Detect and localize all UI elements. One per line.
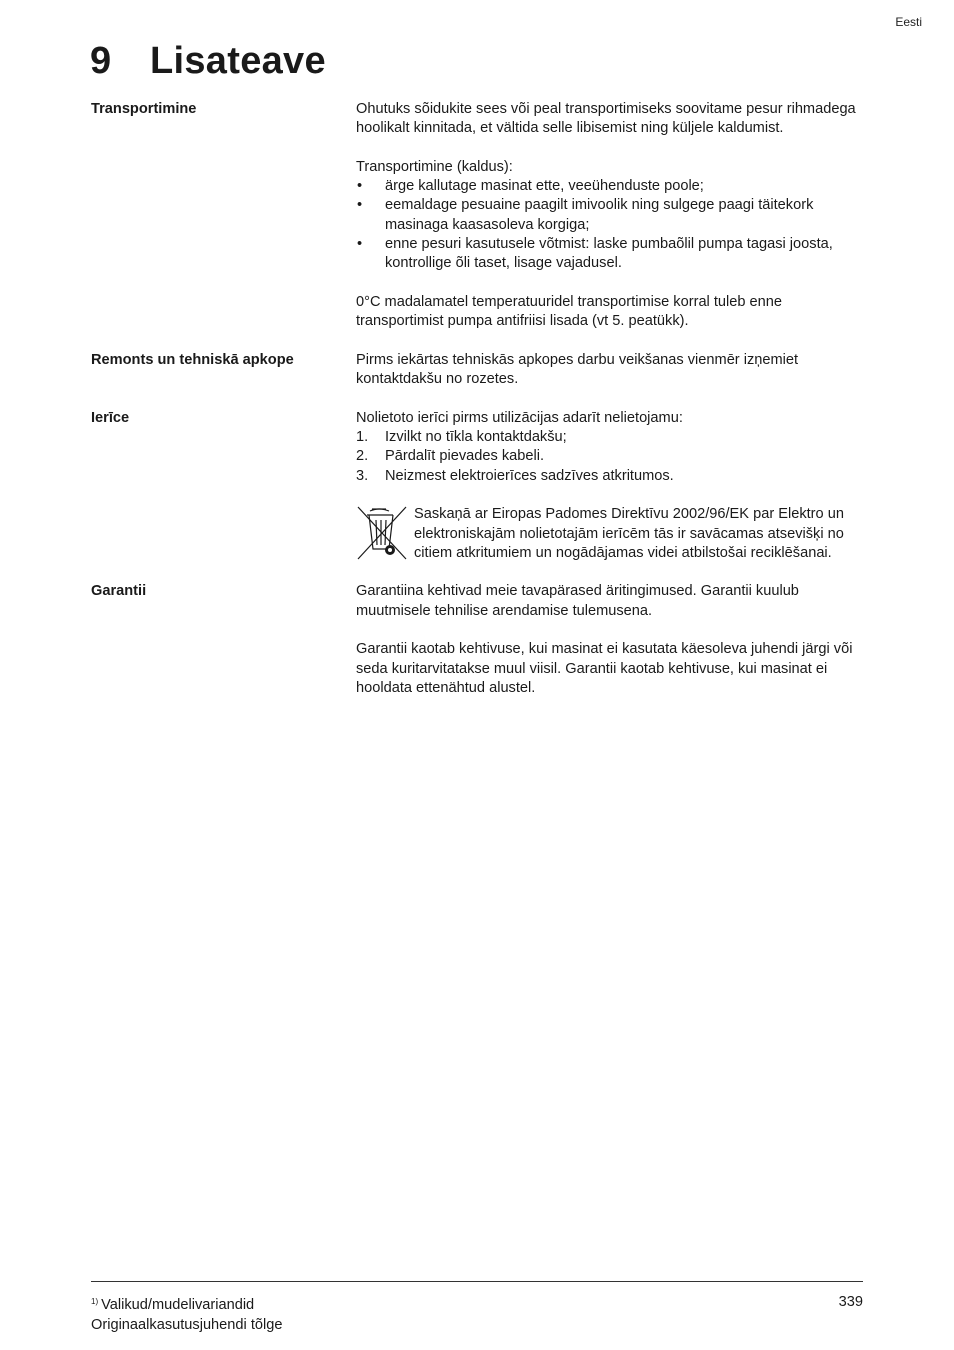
section-body-repair — [356, 351, 863, 390]
step-number: 1. — [356, 429, 369, 446]
section-body-warranty — [356, 582, 863, 698]
section-repair — [91, 351, 863, 390]
footer-divider — [91, 1281, 863, 1282]
bullet-mark: • — [357, 178, 363, 195]
section-body-device — [356, 409, 863, 563]
warranty-text-2: Garantii kaotab kehtivuse, kui masinat ei kasutata käesoleva juhendi järgi või seda kuritarvitatakse muul viisil. Garantii kaotab kehtivuse, kui masinat ei hooldata ettenähtud alustel. — [356, 641, 853, 696]
transport-tilt-heading: Transportimine (kaldus): — [356, 158, 513, 175]
chapter-title — [90, 40, 326, 83]
bullet-text: eemaldage pesuaine paagilt imivoolik ning sulgege paagi täitekork masinaga kaasasoleva korgiga; — [385, 197, 814, 233]
section-label-transport: Transportimine — [91, 101, 197, 117]
weee-text: Saskaņā ar Eiropas Padomes Direktīvu 2002/96/EK par Elektro un elektroniskajām nolietotajām ierīcēm tās ir savācamas atsevišķi no citiem atkritumiem un nogādājamas videi atbilstošai reciklēšanai. — [414, 506, 844, 561]
device-intro: Nolietoto ierīci pirms utilizācijas adarīt nelietojamu: — [356, 409, 683, 426]
section-label-repair: Remonts un tehniskā apkope — [91, 351, 294, 368]
device-steps-list — [356, 428, 863, 486]
step-text: Pārdalīt pievades kabeli. — [385, 448, 545, 465]
list-item — [356, 196, 863, 235]
section-body-transport — [356, 100, 863, 332]
section-transport — [91, 100, 863, 332]
list-item — [356, 467, 863, 486]
section-device — [91, 409, 863, 563]
section-label-device: Ierīce — [91, 409, 130, 426]
step-text: Neizmest elektroierīces sadzīves atkritumos. — [385, 467, 674, 484]
translation-note: Originaalkasutusjuhendi tõlge — [91, 1317, 283, 1333]
list-item — [356, 235, 863, 274]
transport-tilt-block — [356, 158, 863, 274]
chapter-title-text: Lisateave — [150, 40, 326, 82]
step-text: Izvilkt no tīkla kontaktdakšu; — [385, 429, 567, 446]
page-number: 339 — [838, 1294, 863, 1310]
device-disposal-block — [356, 409, 863, 486]
list-item — [356, 447, 863, 466]
list-item — [356, 177, 863, 196]
transport-bullet-list — [356, 177, 863, 273]
bullet-mark: • — [357, 236, 363, 253]
list-item — [356, 428, 863, 447]
chapter-number: 9 — [90, 40, 112, 82]
language-label: Eesti — [895, 15, 922, 29]
weee-notice — [356, 505, 863, 563]
bullet-text: enne pesuri kasutusele võtmist: laske pumbaõlil pumpa tagasi joosta, kontrollige õli taset, lisage vajadusel. — [385, 236, 833, 272]
page-content — [91, 100, 863, 718]
repair-text: Pirms iekārtas tehniskās apkopes darbu veikšanas vienmēr izņemiet kontaktdakšu no rozetes. — [356, 351, 799, 388]
footnote-mark: 1) — [91, 1297, 99, 1306]
warranty-text-1: Garantiina kehtivad meie tavapärased äritingimused. Garantii kuulub muutmisele tehnilise arendamise tulemusena. — [356, 583, 799, 619]
footer-notes — [91, 1292, 282, 1335]
crossed-out-wheelie-bin-icon — [356, 505, 408, 561]
step-number: 3. — [356, 467, 369, 484]
transport-intro: Ohutuks sõidukite sees või peal transportimiseks soovitame pesur rihmadega hoolikalt kinnitada, et vältida selle libisemist ning küljele kaldumist. — [356, 101, 856, 137]
bullet-text: ärge kallutage masinat ette, veeühenduste poole; — [385, 178, 704, 195]
bullet-mark: • — [357, 197, 363, 214]
transport-frost-note: 0°C madalamatel temperatuuridel transportimise korral tuleb enne transportimist pumpa antifriisi lisada (vt 5. peatükk). — [356, 293, 783, 330]
section-label-warranty: Garantii — [91, 583, 147, 600]
footnote — [91, 1292, 282, 1315]
section-warranty — [91, 582, 863, 698]
step-number: 2. — [356, 448, 369, 465]
footnote-text: Valikud/mudelivariandid — [101, 1297, 255, 1313]
